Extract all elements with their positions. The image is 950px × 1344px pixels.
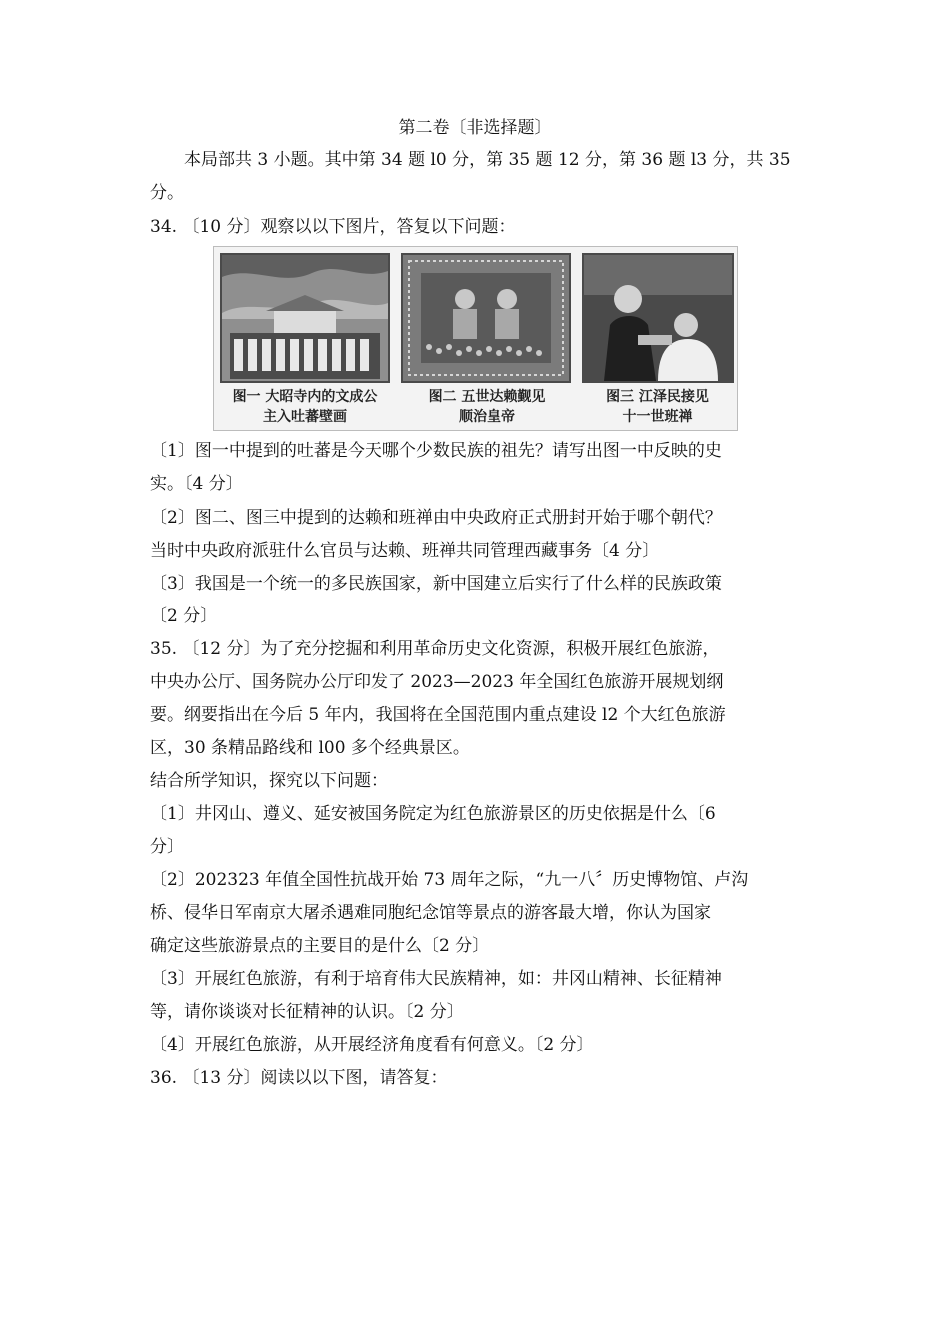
question-34-part-1-line-1: 〔1〕图一中提到的吐蕃是今天哪个少数民族的祖先？请写出图一中反映的史 [150,441,722,461]
figure-3-image [582,253,734,383]
painting-illustration [403,255,569,381]
mural-illustration [222,255,388,381]
question-35-part-2-line-2: 桥、侵华日军南京大屠杀遇难同胞纪念馆等景点的游客最大增，你认为国家 [150,903,711,923]
question-35-part-3-line-1: 〔3〕开展红色旅游，有利于培育伟大民族精神，如：井冈山精神、长征精神 [150,969,722,989]
figure-3-caption [578,387,737,427]
figure-1-caption-line-2: 主入吐蕃壁画 [263,409,347,425]
question-35-part-1-line-2: 分〕 [150,837,184,857]
photo-illustration [584,255,732,381]
figure-2-caption [396,387,578,427]
question-35-part-2-line-1: 〔2〕202323 年值全国性抗战开始 73 周年之际，“九一八〞历史博物馆、卢沟 [150,870,749,890]
question-34-part-1-line-2: 实。〔4 分〕 [150,474,243,494]
figure-2-image [401,253,571,383]
question-35-line-2: 中央办公厅、国务院办公厅印发了 2023—2023 年全国红色旅游开展规划纲 [150,672,724,692]
question-35-line-5: 结合所学知识，探究以下问题： [150,771,388,791]
figure-2-caption-line-2: 顺治皇帝 [459,409,515,425]
figure-1-image [220,253,390,383]
question-34-part-2-line-1: 〔2〕图二、图三中提到的达赖和班禅由中央政府正式册封开始于哪个朝代？ [150,508,722,528]
section-title: 第二卷〔非选择题〕 [398,118,552,138]
question-34-part-2-line-2: 当时中央政府派驻什么官员与达赖、班禅共同管理西藏事务〔4 分〕 [150,541,660,561]
question-34-heading: 34. 〔10 分〕观察以以下图片，答复以下问题： [150,217,516,237]
question-34-figure-strip [213,246,738,431]
question-35-line-3: 要。纲要指出在今后 5 年内，我国将在全国范围内重点建设 l2 个大红色旅游 [150,705,726,725]
figure-3-caption-line-2: 十一世班禅 [622,409,693,425]
question-35-part-3-line-2: 等，请你谈谈对长征精神的认识。〔2 分〕 [150,1002,464,1022]
figure-1-caption-line-1: 图一 大昭寺内的文成公 [232,389,378,405]
figure-1-caption [214,387,396,427]
question-35-line-1: 35. 〔12 分〕为了充分挖掘和利用革命历史文化资源，积极开展红色旅游， [150,639,720,659]
intro-line-2: 分。 [150,183,184,203]
question-36-heading: 36. 〔13 分〕阅读以以下图，请答复： [150,1068,448,1088]
question-34-part-3-line-2: 〔2 分〕 [150,606,218,626]
figure-3-caption-line-1: 图三 江泽民接见 [606,389,709,405]
intro-line-1: 本局部共 3 小题。其中第 34 题 l0 分，第 35 题 12 分，第 36 题 l3 分，共 35 [184,150,791,170]
question-35-line-4: 区，30 条精品路线和 l00 多个经典景区。 [150,738,470,758]
question-35-part-2-line-3: 确定这些旅游景点的主要目的是什么〔2 分〕 [150,936,490,956]
question-35-part-1-line-1: 〔1〕井冈山、遵义、延安被国务院定为红色旅游景区的历史依据是什么〔6 [150,804,716,824]
question-34-part-3-line-1: 〔3〕我国是一个统一的多民族国家，新中国建立后实行了什么样的民族政策 [150,574,722,594]
figure-2-caption-line-1: 图二 五世达赖觐见 [428,389,546,405]
question-35-part-4-line-1: 〔4〕开展红色旅游，从开展经济角度看有何意义。〔2 分〕 [150,1035,594,1055]
